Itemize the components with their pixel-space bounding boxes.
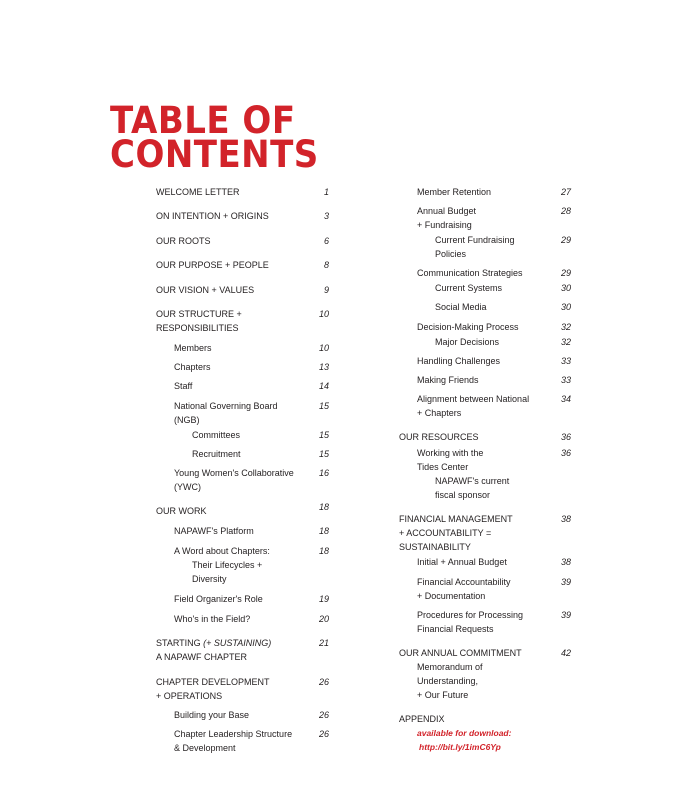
page-number: 33 (560, 375, 571, 385)
page-number: 36 (560, 448, 571, 458)
title-line-2: CONTENTS (110, 133, 319, 176)
toc-entry[interactable]: Making Friends (417, 375, 479, 385)
toc-entry[interactable]: Decision-Making Process (417, 322, 519, 332)
toc-entry[interactable]: FINANCIAL MANAGEMENT (399, 514, 513, 524)
page-number: 26 (318, 677, 329, 687)
page-number: 39 (560, 610, 571, 620)
page-number: 10 (318, 343, 329, 353)
toc-entry[interactable]: APPENDIX (399, 714, 445, 724)
page-number: 16 (318, 468, 329, 478)
page-number: 20 (318, 614, 329, 624)
toc-entry[interactable]: Alignment between National (417, 394, 530, 404)
toc-entry[interactable]: Working with the (417, 448, 484, 458)
page-number: 28 (560, 206, 571, 216)
toc-entry[interactable]: OUR PURPOSE + PEOPLE (156, 260, 269, 270)
page-number: 33 (560, 356, 571, 366)
toc-entry[interactable]: NAPAWF's Platform (174, 526, 254, 536)
toc-entry-cont[interactable]: Policies (435, 249, 467, 259)
toc-entry[interactable]: Handling Challenges (417, 356, 501, 366)
page-number: 26 (318, 729, 329, 739)
page-number: 10 (318, 309, 329, 319)
page-number: 18 (318, 546, 329, 556)
page-title (110, 99, 319, 176)
page-number: 18 (318, 526, 329, 536)
toc-entry[interactable]: Annual Budget (417, 206, 477, 216)
download-link[interactable]: http://bit.ly/1imC6Yp (419, 742, 501, 752)
toc-entry[interactable]: Current Fundraising (435, 235, 515, 245)
toc-entry-cont[interactable]: fiscal sponsor (435, 490, 491, 500)
toc-entry[interactable]: NAPAWF's current (435, 476, 510, 486)
page-number: 6 (323, 236, 329, 246)
toc-entry-cont[interactable]: & Development (174, 743, 236, 753)
page-number: 30 (560, 302, 571, 312)
toc-entry[interactable]: Building your Base (174, 710, 250, 720)
page-number: 38 (560, 514, 571, 524)
page-number: 30 (560, 283, 571, 293)
toc-entry-cont[interactable]: Financial Requests (417, 624, 494, 634)
toc-entry[interactable]: Social Media (435, 302, 487, 312)
page-number: 13 (318, 362, 329, 372)
page-number: 19 (318, 594, 329, 604)
title-line-1: TABLE OF (110, 99, 296, 142)
page-number: 9 (323, 285, 329, 295)
toc-entry[interactable]: A Word about Chapters: (174, 546, 270, 556)
toc-entry[interactable]: Field Organizer's Role (174, 594, 263, 604)
toc-entry[interactable]: OUR ANNUAL COMMITMENT (399, 648, 522, 658)
toc-entry[interactable]: Staff (174, 381, 193, 391)
page-number: 15 (318, 430, 329, 440)
page-number: 1 (323, 187, 329, 197)
toc-entry[interactable]: WELCOME LETTER (156, 187, 240, 197)
toc-entry-cont[interactable]: + OPERATIONS (156, 691, 223, 701)
page-number: 36 (560, 432, 571, 442)
toc-entry[interactable]: Current Systems (435, 283, 503, 293)
toc-entry-cont[interactable]: SUSTAINABILITY (399, 542, 471, 552)
toc-entry-cont[interactable]: (YWC) (174, 482, 201, 492)
page-number: 15 (318, 449, 329, 459)
toc-entry-cont[interactable]: + Documentation (417, 591, 486, 601)
toc-entry[interactable]: OUR VISION + VALUES (156, 285, 255, 295)
toc-entry-cont[interactable]: Understanding, (417, 676, 479, 686)
page-number: 26 (318, 710, 329, 720)
toc-entry-cont[interactable]: (NGB) (174, 415, 200, 425)
toc-entry-cont[interactable]: Tides Center (417, 462, 469, 472)
page-number: 21 (318, 638, 329, 648)
toc-entry[interactable]: OUR STRUCTURE + (156, 309, 242, 319)
toc-entry[interactable]: Chapter Leadership Structure (174, 729, 293, 739)
toc-entry[interactable]: CHAPTER DEVELOPMENT (156, 677, 270, 687)
page-number: 38 (560, 557, 571, 567)
toc-entry-cont[interactable]: Their Lifecycles + (192, 560, 263, 570)
toc-entry-cont[interactable]: + Chapters (417, 408, 462, 418)
toc-entry[interactable]: Initial + Annual Budget (417, 557, 507, 567)
toc-entry[interactable]: OUR WORK (156, 506, 207, 516)
toc-entry[interactable]: Recruitment (192, 449, 241, 459)
page-number: 32 (560, 322, 571, 332)
toc-entry[interactable]: Committees (192, 430, 241, 440)
toc-entry[interactable]: OUR RESOURCES (399, 432, 479, 442)
toc-entry[interactable]: Member Retention (417, 187, 492, 197)
page-number: 8 (323, 260, 329, 270)
toc-entry-cont[interactable]: Diversity (192, 574, 227, 584)
toc-entry[interactable]: Procedures for Processing (417, 610, 524, 620)
page-number: 14 (318, 381, 329, 391)
page-number: 3 (323, 211, 329, 221)
page-number: 18 (318, 502, 329, 512)
toc-entry-cont[interactable]: + Fundraising (417, 220, 472, 230)
toc-entry[interactable]: OUR ROOTS (156, 236, 211, 246)
page-number: 39 (560, 577, 571, 587)
toc-entry[interactable]: Young Women's Collaborative (174, 468, 294, 478)
toc-entry-part-italic: (+ SUSTAINING) (203, 638, 272, 648)
page-number: 29 (560, 268, 571, 278)
page-number: 15 (318, 401, 329, 411)
toc-entry[interactable]: Financial Accountability (417, 577, 511, 587)
page-number: 42 (560, 648, 571, 658)
toc-entry[interactable]: Chapters (174, 362, 211, 372)
toc-entry[interactable] (156, 636, 271, 650)
toc-entry-cont[interactable]: + Our Future (417, 690, 469, 700)
page-number: 29 (560, 235, 571, 245)
toc-entry[interactable]: Communication Strategies (417, 268, 523, 278)
toc-entry[interactable]: Memorandum of (417, 662, 483, 672)
toc-entry[interactable]: Members (174, 343, 212, 353)
toc-entry-cont[interactable]: A NAPAWF CHAPTER (156, 652, 248, 662)
toc-entry[interactable]: Who's in the Field? (174, 614, 251, 624)
toc-entry-cont[interactable]: + ACCOUNTABILITY = (399, 528, 492, 538)
page-number: 32 (560, 337, 571, 347)
page-number: 27 (560, 187, 571, 197)
toc-entry-cont[interactable]: RESPONSIBILITIES (156, 323, 239, 333)
toc-entry[interactable]: National Governing Board (174, 401, 278, 411)
download-note: available for download: (417, 728, 512, 738)
toc-entry[interactable]: Major Decisions (435, 337, 500, 347)
toc-entry[interactable]: ON INTENTION + ORIGINS (156, 211, 269, 221)
toc-entry-part: STARTING (156, 638, 204, 648)
page-number: 34 (560, 394, 571, 404)
